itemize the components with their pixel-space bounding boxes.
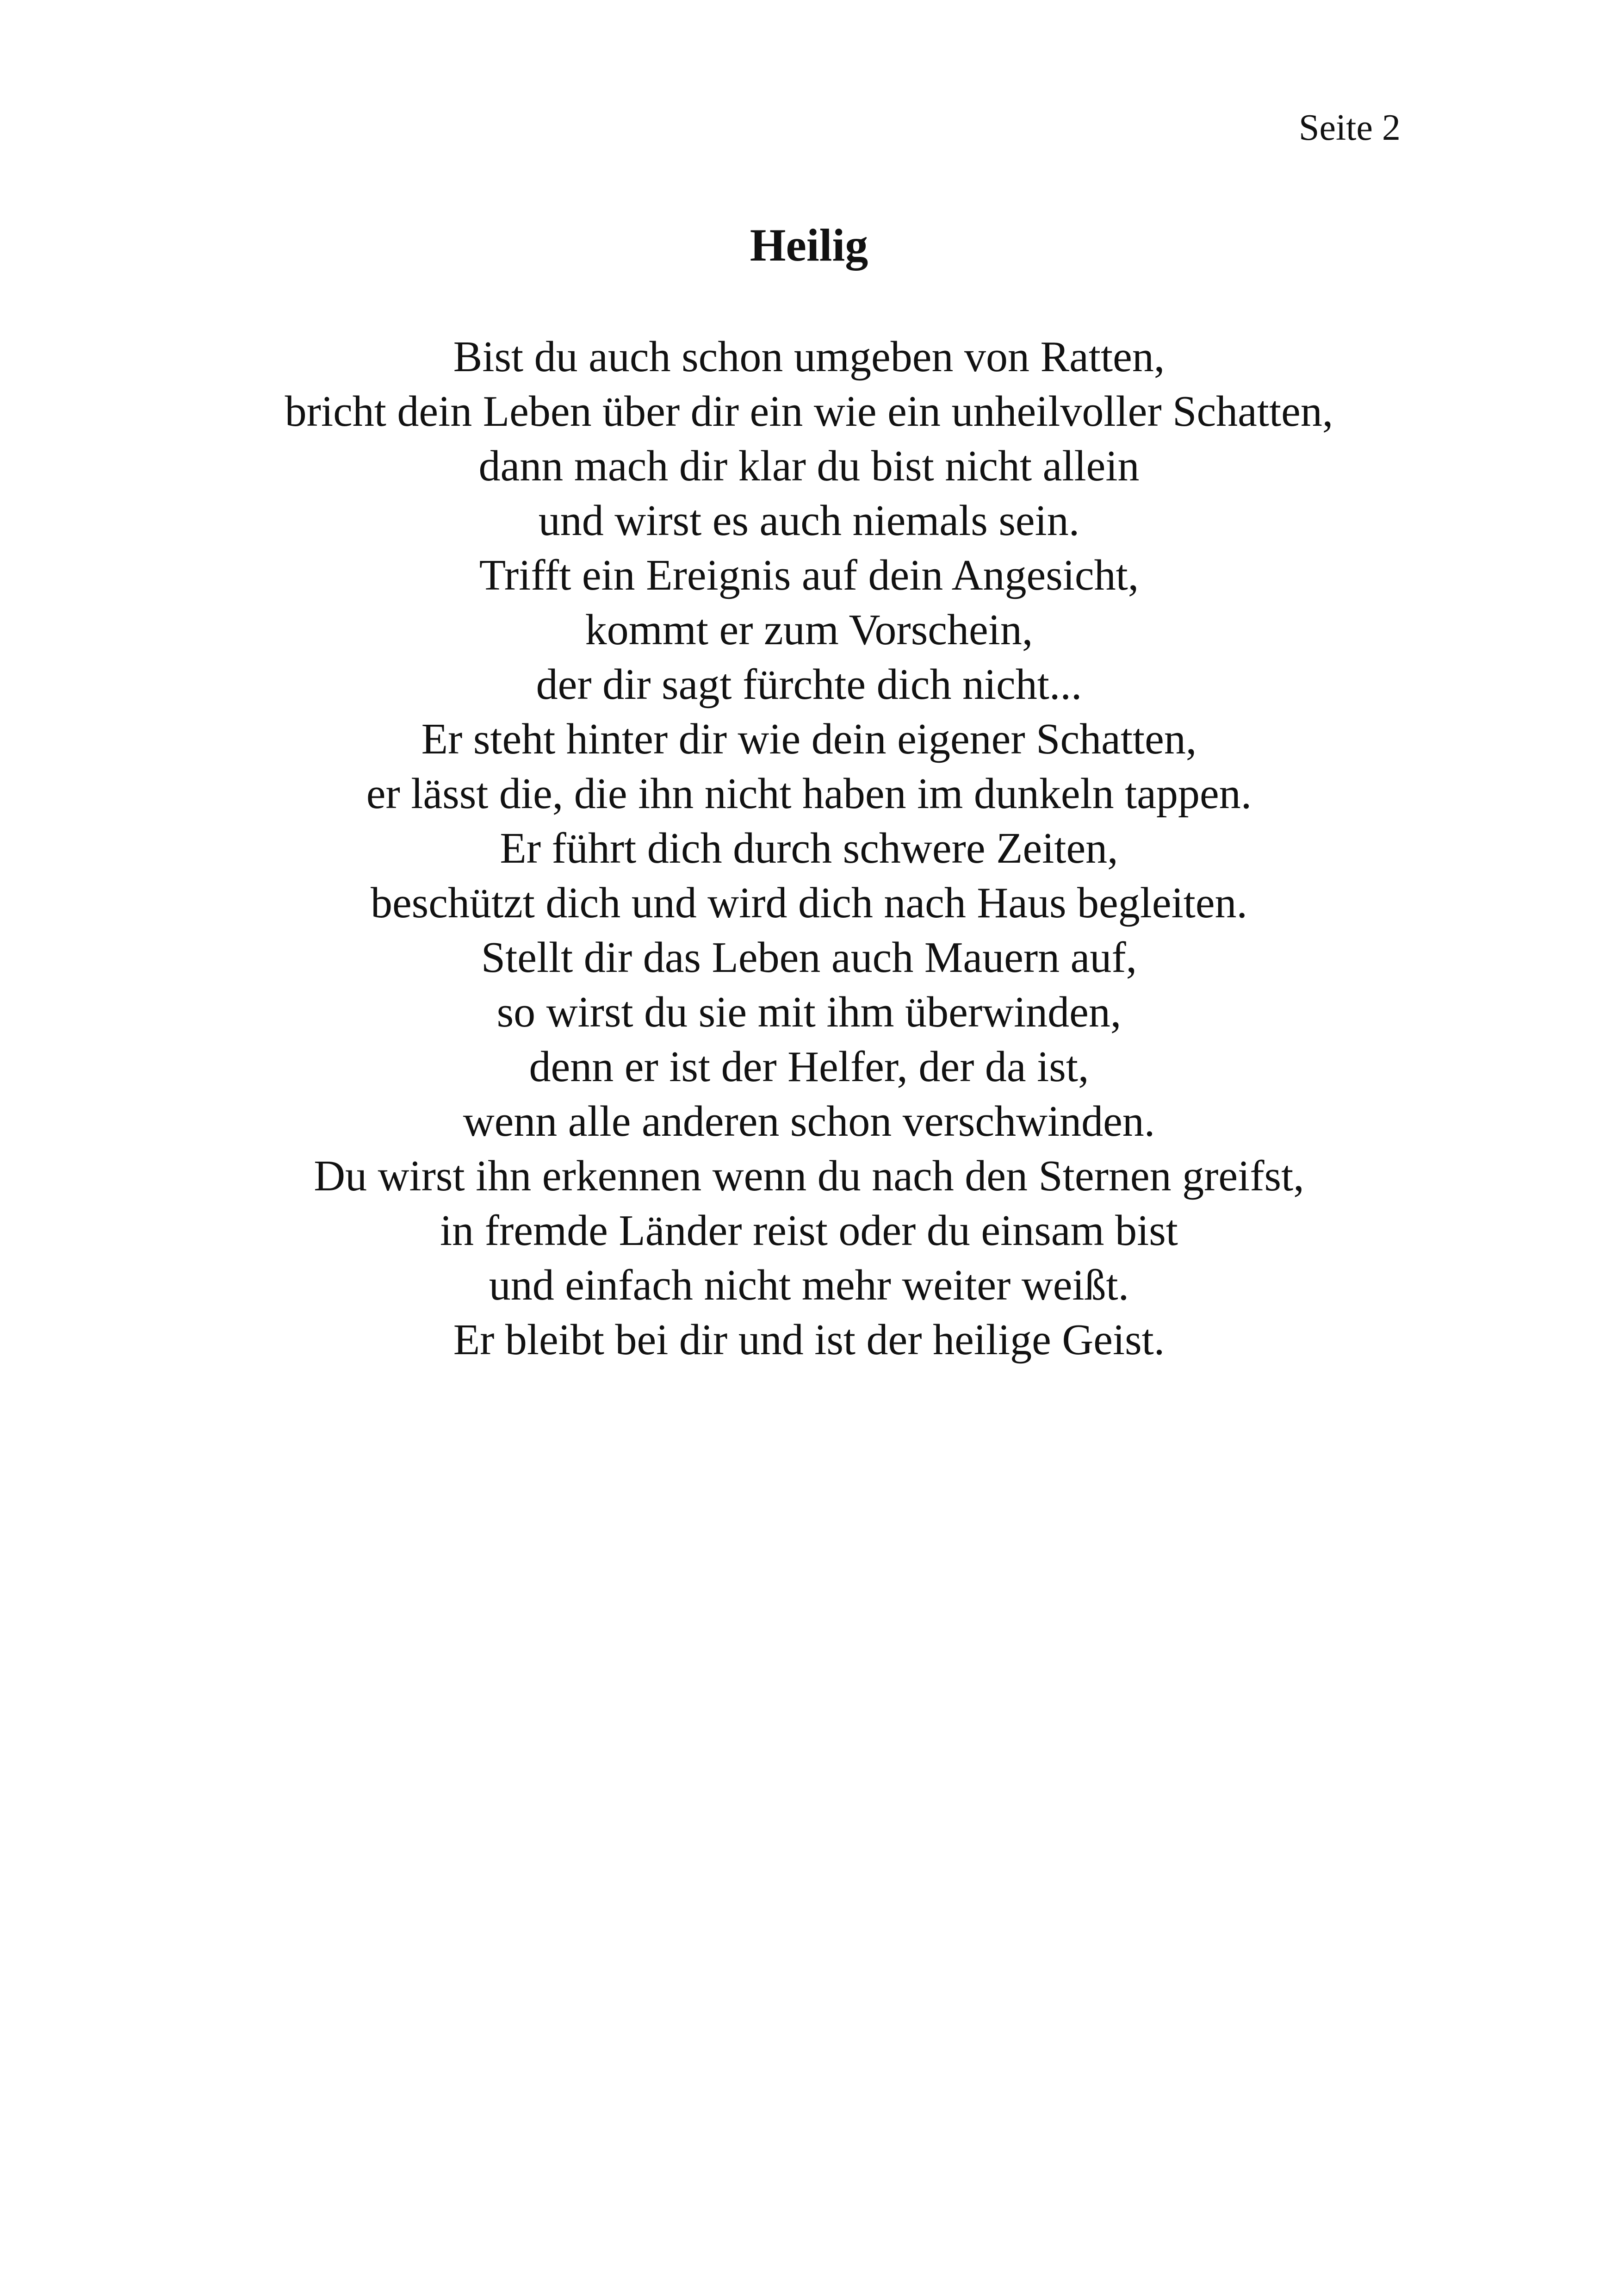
poem-line: Trifft ein Ereignis auf dein Angesicht, (479, 551, 1139, 599)
poem-line: Er führt dich durch schwere Zeiten, (500, 824, 1118, 872)
poem-body (0, 330, 1618, 1367)
poem-line: kommt er zum Vorschein, (585, 606, 1033, 654)
poem-line: so wirst du sie mit ihm überwinden, (496, 988, 1122, 1036)
poem-line: und einfach nicht mehr weiter weißt. (489, 1261, 1129, 1309)
poem-line: Du wirst ihn erkennen wenn du nach den Sternen greifst, (314, 1152, 1304, 1200)
page-number: Seite 2 (1299, 107, 1401, 148)
poem-line: in fremde Länder reist oder du einsam bist (440, 1207, 1178, 1255)
poem-line: bricht dein Leben über dir ein wie ein unheilvoller Schatten, (285, 387, 1333, 436)
poem-line: und wirst es auch niemals sein. (538, 497, 1080, 545)
poem-line: Bist du auch schon umgeben von Ratten, (453, 333, 1165, 381)
poem-line: beschützt dich und wird dich nach Haus begleiten. (370, 879, 1248, 927)
poem-line: Er steht hinter dir wie dein eigener Schatten, (421, 715, 1197, 763)
poem-line: denn er ist der Helfer, der da ist, (529, 1043, 1089, 1091)
poem-line: der dir sagt fürchte dich nicht... (536, 660, 1082, 709)
poem-line: Er bleibt bei dir und ist der heilige Geist. (453, 1316, 1165, 1364)
poem-line: Stellt dir das Leben auch Mauern auf, (481, 933, 1137, 982)
poem-title: Heilig (750, 219, 868, 271)
poem-line: er lässt die, die ihn nicht haben im dunkeln tappen. (366, 770, 1252, 818)
poem-line: wenn alle anderen schon verschwinden. (463, 1097, 1155, 1145)
poem-line: dann mach dir klar du bist nicht allein (478, 442, 1140, 490)
